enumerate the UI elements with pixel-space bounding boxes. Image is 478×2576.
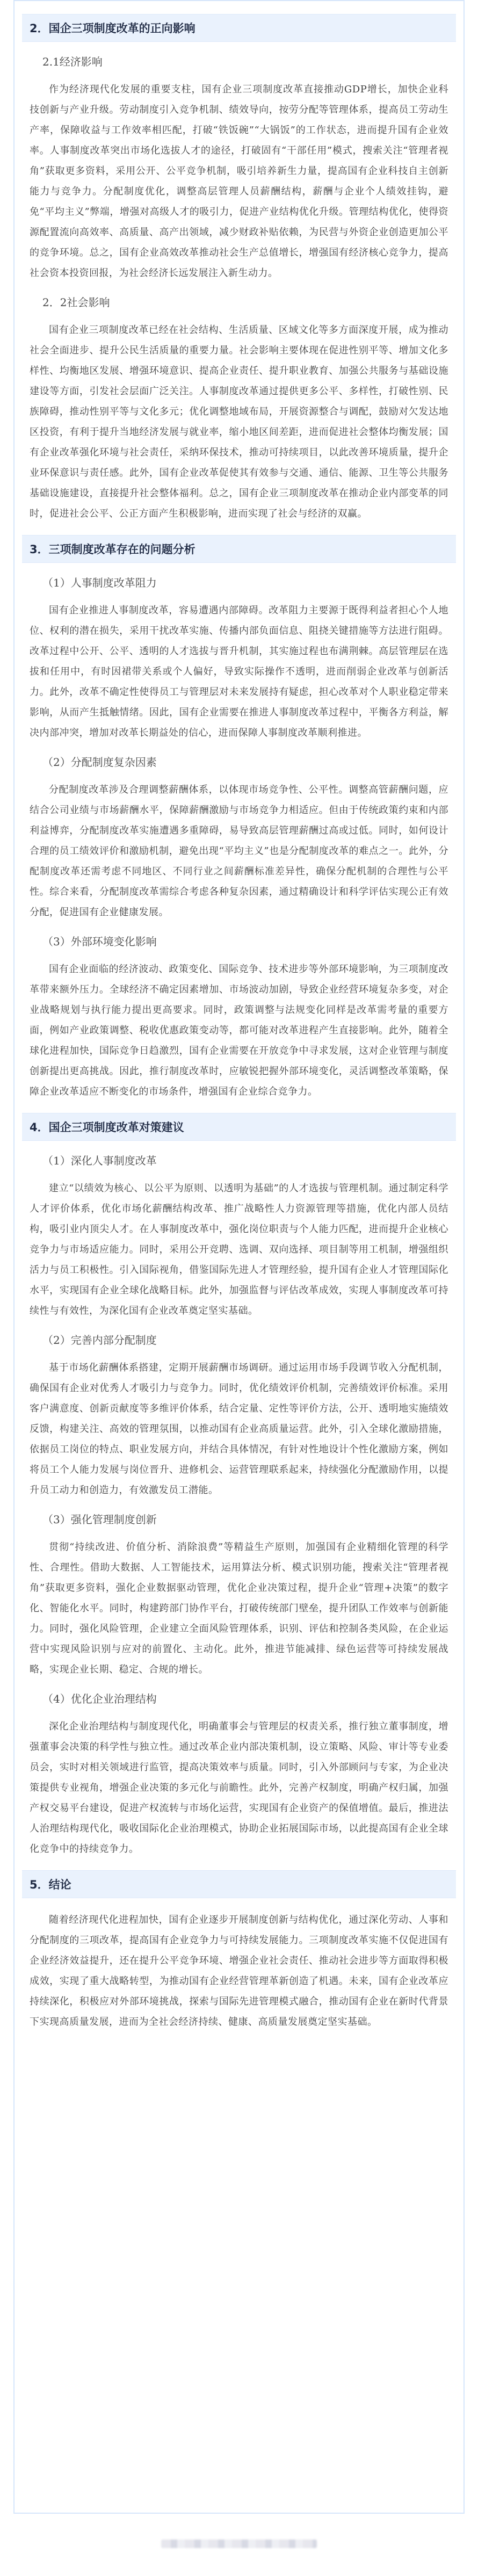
- paragraph: 国有企业面临的经济波动、政策变化、国际竞争、技术进步等外部环境影响，为三项制度改革带来额外压力。全球经济不确定因素增加、市场波动加剧，导致企业经营环境复杂多变，对企业战略规划与执行能力提出更高要求。同时，政策调整与法规变化同样是改革需考量的重要方面，例如产业政策调整、税收优惠政策变动等，都可能对改革进程产生直接影响。此外，随着全球化进程加快，国际竞争日趋激烈，国有企业需要在开放竞争中寻求发展，这对企业管理与制度创新提出更高挑战。因此，推行制度改革时，应敏锐把握外部环境变化，灵活调整改革策略，保障企业改革适应不断变化的市场条件，增强国有企业综合竞争力。: [30, 964, 448, 1097]
- paragraph: 深化企业治理结构与制度现代化，明确董事会与管理层的权责关系，推行独立董事制度，增强董事会决策的科学性与独立性。通过改革企业内部决策机制，设立策略、风险、审计等专业委员会，实时对相关领域进行监管，提高决策效率与质量。同时，引入外部顾问与专家，为企业决策提供专业视角，增强企业决策的多元化与前瞻性。此外，完善产权制度，明确产权归属，加强产权交易平台建设，促进产权流转与市场化运营，实现国有企业资产的保值增值。最后，推进法人治理结构现代化，吸收国际化企业治理模式，协助企业拓展国际市场，以此提高国有企业全球化竞争中的持续竞争力。: [30, 1721, 448, 1855]
- paragraph: 作为经济现代化发展的重要支柱，国有企业三项制度改革直接推动GDP增长，加快企业科技创新与产业升级。劳动制度引入竞争机制、绩效导向，按劳分配等管理体系，提高员工劳动生产率，保障收益与工作效率相匹配，打破“铁饭碗”“大锅饭”的工作状态，进而提升国有企业效率。人事制度改革突出市场化选拔人才的途径，打破固有“干部任用”模式，搜索关注“管理者视角”获取更多资料，采用公开、公平竞争机制，吸引培养新生力量，提高国有企业科技自主创新能力与竞争力。分配制度优化，调整高层管理人员薪酬结构，薪酬与企业个人绩效挂钩，避免“平均主义”弊端，增强对高级人才的吸引力，促进产业结构优化升级。管理结构优化，使得资源配置流向高效率、高质量、高产出领域，减少财政补贴依赖，为民营与外资企业创造更加公平的竞争环境。总之，国有企业高效改革推动社会生产总值增长，增强国有经济核心竞争力，提高社会资本投资回报，为社会经济长远发展注入新生动力。: [30, 84, 448, 279]
- paragraph: 国有企业三项制度改革已经在社会结构、生活质量、区域文化等多方面深度开展，成为推动社会全面进步、提升公民生活质量的重要力量。社会影响主要体现在促进性别平等、增加文化多样性、均衡地区发展、增强环境意识、提高企业责任、提升职业教育、加强公共服务与基础设施建设等方面，引发社会层面广泛关注。人事制度改革通过提供更多公平、多样性，打破性别、民族障碍，推动性别平等与文化多元；优化调整地域布局，开展资源整合与调配，鼓励对欠发达地区投资，有利于提升当地经济发展与就业率，缩小地区间差距，进而促进社会整体均衡发展；国有企业改革强化环境与社会责任，采纳环保技术，推动可持续项目，以此改善环境质量，提升企业环保意识与责任感。此外，国有企业改革促使其有效参与交通、通信、能源、卫生等公共服务基础设施建设，直接提升社会整体福利。总之，国有企业三项制度改革在推动企业内部变革的同时，促进社会公平、公正方面产生积极影响，进而实现了社会与经济的双赢。: [30, 324, 448, 519]
- footer: [0, 2519, 478, 2576]
- subsection-heading: （3）外部环境变化影响: [42, 935, 157, 948]
- subsection-heading: 2.1经济影响: [42, 55, 103, 68]
- subsection-heading: 2．2社会影响: [42, 296, 110, 309]
- subsection-heading: （1）人事制度改革阻力: [42, 576, 157, 589]
- section-heading: 3．三项制度改革存在的问题分析: [22, 535, 456, 563]
- subsection-heading: （2）分配制度复杂因素: [42, 756, 157, 769]
- subsection-heading: （1）深化人事制度改革: [42, 1154, 157, 1167]
- paragraph: 贯彻“持续改进、价值分析、消除浪费”等精益生产原则，加强国有企业精细化管理的科学性、合理性。借助大数据、人工智能技术，运用算法分析、模式识别功能，搜索关注“管理者视角”获取更多资料，强化企业数据驱动管理，优化企业决策过程，提升企业“管理+决策”的数字化、智能化水平。同时，构建跨部门协作平台，打破传统部门壁垒，提升团队工作效率与创新能力。同时，强化风险管理，企业建立全面风险管理体系，识别、评估和控制各类风险，在企业运营中实现风险识别与应对的前置化、主动化。此外，推进节能减排、绿色运营等可持续发展战略，实现企业长期、稳定、合规的增长。: [30, 1542, 448, 1675]
- subsection-heading: （4）优化企业治理结构: [42, 1692, 157, 1705]
- paragraph: 国有企业推进人事制度改革，容易遭遇内部障碍。改革阻力主要源于既得利益者担心个人地位、权利的潜在损失，采用干扰改革实施、传播内部负面信息、阻挠关键措施等方法进行阻碍。改革过程中公开、公平、透明的人才选拔与晋升机制，其实施过程也布满荆棘。高层管理层在选拔和任用中，有时因裙带关系或个人偏好，导致实际操作不透明，进而削弱企业改革与创新活力。此外，改革不确定性使得员工与管理层对未来发展持有疑虑，担心改革对个人职业稳定带来影响，从而产生抵触情绪。因此，国有企业需要在推进人事制度改革过程中，平衡各方利益，解决内部冲突，增加对改革长期益处的信心，进而保障人事制度改革顺利推进。: [30, 605, 448, 739]
- paragraph: 随着经济现代化进程加快，国有企业逐步开展制度创新与结构优化，通过深化劳动、人事和分配制度的三项改革，提高国有企业竞争力与可持续发展能力。三项制度改革实施不仅促进国有企业经济效益提升，还在提升公平竞争环境、增强企业社会责任、推动社会进步等方面取得积极成效，实现了重大战略转型，为推动国有企业经营管理革新创造了机遇。未来，国有企业改革应持续深化，积极应对外部环境挑战，探索与国际先进管理模式融合，推动国有企业在新时代背景下实现高质量发展，进而为全社会经济持续、健康、高质量发展奠定坚实基础。: [30, 1914, 448, 2028]
- section-heading: 2．国企三项制度改革的正向影响: [22, 14, 456, 42]
- blurred-footer-text: [161, 2539, 317, 2548]
- article-body: [13, 0, 465, 2514]
- subsection-heading: （2）完善内部分配制度: [42, 1334, 157, 1347]
- paragraph: 基于市场化薪酬体系搭建，定期开展薪酬市场调研。通过运用市场手段调节收入分配机制，确保国有企业对优秀人才吸引力与竞争力。同时，优化绩效评价机制，完善绩效评价标准。采用客户满意度、创新贡献度等多维评价体系，结合定量、定性等评价方法，公开、透明地实施绩效反馈，构建关注、高效的管理氛围，以推动国有企业高质量运营。此外，引入全球化激励措施，依据员工岗位的特点、职业发展方向，并结合具体情况，有针对性地设计个性化激励方案，例如将员工个人能力发展与岗位晋升、进修机会、运营管理联系起来，持续强化分配激励作用，以提升员工动力和创造力，有效激发员工潜能。: [30, 1362, 448, 1496]
- section-heading: 5．结论: [22, 1870, 456, 1898]
- paragraph: 建立“以绩效为核心、以公平为原则、以透明为基础”的人才选拔与管理机制。通过制定科学人才评价体系，优化市场化薪酬结构改革、推广战略性人力资源管理等措施，优化内部人员结构，吸引业内顶尖人才。在人事制度改革中，强化岗位职责与个人能力匹配，进而提升企业核心竞争力与市场适应能力。同时，采用公开竞聘、选调、双向选择、项目制等用工机制，增强组织活力与员工积极性。引入国际视角，借鉴国际先进人才管理经验，提升国有企业人才管理国际化水平，实现国有企业全球化战略目标。此外，加强监督与评估改革成效，实现人事制度改革可持续性与有效性，为深化国有企业改革奠定坚实基础。: [30, 1183, 448, 1316]
- subsection-heading: （3）强化管理制度创新: [42, 1513, 157, 1526]
- section-heading: 4．国企三项制度改革对策建议: [22, 1113, 456, 1141]
- paragraph: 分配制度改革涉及合理调整薪酬体系，以体现市场竞争性、公平性。调整高管薪酬问题，应结合公司业绩与市场薪酬水平，保障薪酬激励与市场竞争力相适应。但由于传统政策约束和内部利益博弈，分配制度改革实施遭遇多重障碍，易导致高层管理薪酬过高或过低。同时，如何设计合理的员工绩效评价和激励机制，避免出现“平均主义”也是分配制度改革的难点之一。此外，分配制度改革还需考虑不同地区、不同行业之间薪酬标准差异性，确保分配机制的合理性与公平性。综合来看，分配制度改革需综合考虑各种复杂因素，通过精确设计和科学评估实现公正有效分配，促进国有企业健康发展。: [30, 784, 448, 918]
